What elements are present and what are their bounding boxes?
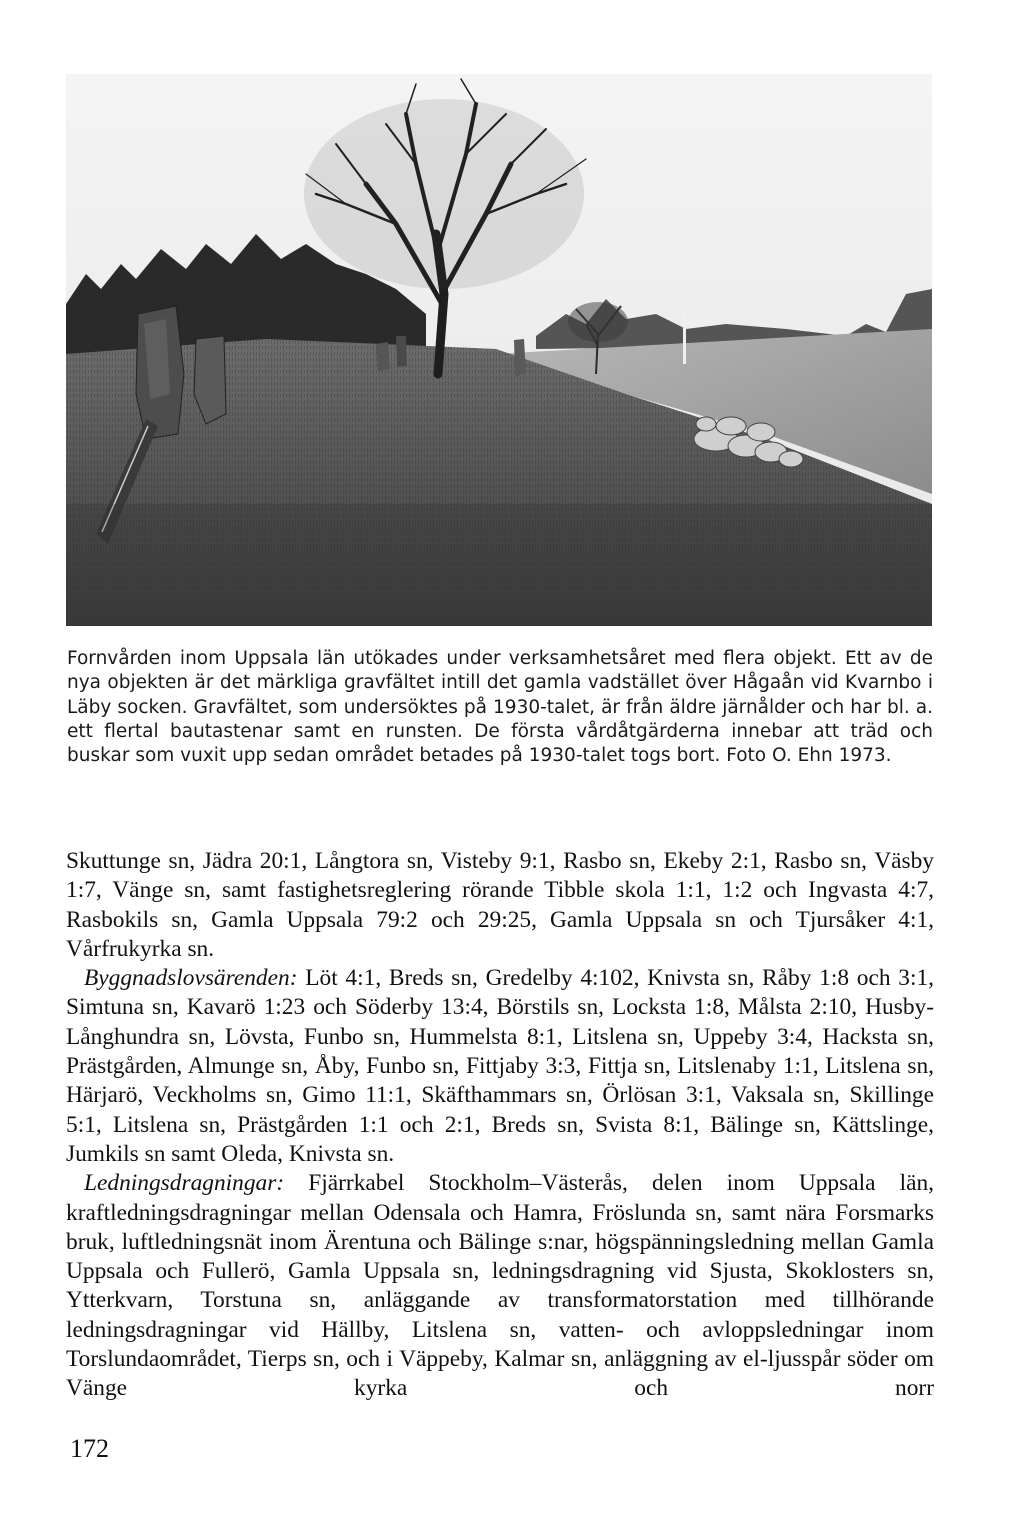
paragraph-heading-ledningsdragningar: Ledningsdragningar: [84,1170,285,1197]
page-number: 172 [70,1434,109,1463]
body-text [66,847,934,1404]
paragraph-text-byggnadslov: Löt 4:1, Breds sn, Gredelby 4:102, Knivsta sn, Råby 1:8 och 3:1, Simtuna sn, Kavarö 1:23 och Söderby 13:4, Börstils sn, Locksta 1:8, Målsta 2:10, Husby-Långhundra sn, Lövsta, Funbo sn, Hummelsta 8:1, Litslena sn, Uppeby 3:4, Hacksta sn, Prästgården, Almunge sn, Åby, Funbo sn, Fittjaby 3:3, Fittja sn, Litslenaby 1:1, Litslena sn, Härjarö, Veckholms sn, Gimo 11:1, Skäfthammars sn, Örlösan 3:1, Vaksala sn, Skillinge 5:1, Litslena sn, Prästgården 1:1 och 2:1, Breds sn, Svista 8:1, Bälinge sn, Kättslinge, Jumkils sn samt Oleda, Knivsta sn. [66,965,934,1167]
photograph [66,74,932,626]
photograph-burial-field [66,74,932,626]
paragraph-ledningsdragningar [66,1169,934,1403]
paragraph-byggnadslov [66,964,934,1169]
photo-caption: Fornvården inom Uppsala län utökades under verksamhetsåret med flera objekt. Ett av de nya objekten är det märkliga gravfältet intill det gamla vadstället över Hågaån vid Kvarnbo i Läby socken. Gravfältet, som undersöktes på 1930-talet, är från äldre järnålder och har bl. a. ett flertal bautastenar samt en runsten. De första vårdåtgärderna innebar att träd och buskar som vuxit upp sedan området betades på 1930-talet togs bort. Foto O. Ehn 1973. [67,648,933,767]
paragraph-fastighetsregleringar: Skuttunge sn, Jädra 20:1, Långtora sn, Visteby 9:1, Rasbo sn, Ekeby 2:1, Rasbo sn, Väsby 1:7, Vänge sn, samt fastighetsreglering rörande Tibble skola 1:1, 1:2 och Ingvasta 4:7, Rasbokils sn, Gamla Uppsala 79:2 och 29:25, Gamla Uppsala sn och Tjursåker 4:1, Vårfrukyrka sn. [66,848,934,962]
paragraph-heading-byggnadslov: Byggnadslovsärenden: [84,965,298,992]
paragraph-text-ledningsdragningar: Fjärrkabel Stockholm–Västerås, delen inom Uppsala län, kraftledningsdragningar mellan Odensala och Hamra, Fröslunda sn, samt nära Forsmarks bruk, luftledningsnät inom Ärentuna och Bälinge s:nar, högspänningsledning mellan Gamla Uppsala och Fullerö, Gamla Uppsala sn, ledningsdragning vid Sjusta, Skoklosters sn, Ytterkvarn, Torstuna sn, anläggande av transformatorstation med tillhörande ledningsdragningar vid Hällby, Litslena sn, vatten- och avloppsledningar inom Torslundaområdet, Tierps sn, och i Väppeby, Kalmar sn, anläggning av el-ljusspår söder om Vänge kyrka och norr [66,1170,934,1402]
